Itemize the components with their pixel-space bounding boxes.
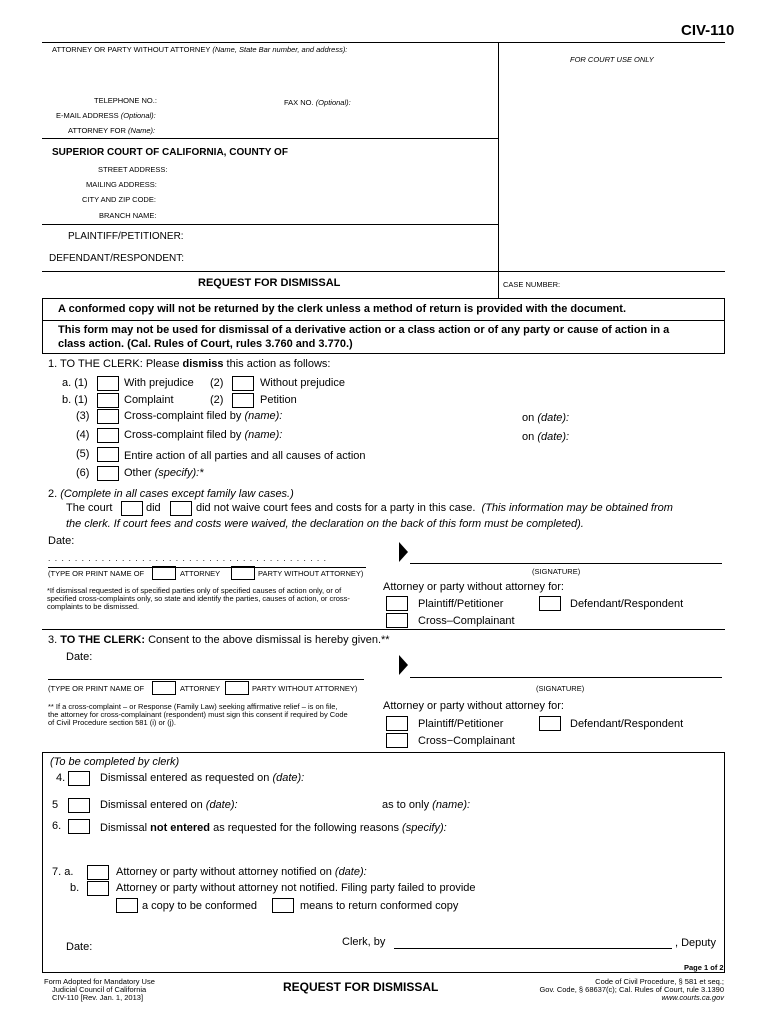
header-divider xyxy=(498,42,499,298)
item1-n3: (3) xyxy=(76,410,90,422)
court-use-label: FOR COURT USE ONLY xyxy=(570,55,654,64)
complaint-label: Complaint xyxy=(124,394,174,406)
item2-plaintiff-checkbox[interactable] xyxy=(386,596,408,611)
code-citation-2: Gov. Code, § 68637(c); Cal. Rules of Court, rule 3.1390 xyxy=(539,985,724,994)
item2-footnote: *If dismissal requested is of specified parties only of specified causes of action only, or of specified cross-complaints only, so state and identify the parties, causes of action, or cross-complaints to be dismissed. xyxy=(47,586,350,611)
form-title: REQUEST FOR DISMISSAL xyxy=(198,277,341,289)
did-not-checkbox[interactable] xyxy=(170,501,192,516)
item3-footnote: ** If a cross-complaint – or Response (Family Law) seeking affirmative relief – is on file, the attorney for cross-complainant (respondent) must sign this consent if required by Code of Civil Procedure section 581 (i) or (j). xyxy=(48,702,348,727)
city-label: CITY AND ZIP CODE: xyxy=(82,195,156,204)
form-id: CIV-110 xyxy=(681,22,735,39)
case-number-label: CASE NUMBER: xyxy=(503,280,561,289)
item1-a1: a. (1) xyxy=(62,377,88,389)
item3-plaintiff-label: Plaintiff/Petitioner xyxy=(418,718,504,730)
telephone-label: TELEPHONE NO.: xyxy=(94,96,157,105)
dismissal-entered-on-checkbox[interactable] xyxy=(68,798,90,813)
item2-name-line[interactable] xyxy=(48,567,366,568)
deputy-label: , Deputy xyxy=(675,937,716,949)
clerk-n5: 5 xyxy=(52,799,59,811)
fax-label: FAX NO. (Optional): xyxy=(284,98,351,107)
item3-party-checkbox[interactable] xyxy=(225,681,249,695)
did-checkbox[interactable] xyxy=(121,501,143,516)
item3-signature-label: (SIGNATURE) xyxy=(536,684,585,693)
item2-signature-label: (SIGNATURE) xyxy=(532,567,581,576)
petition-checkbox[interactable] xyxy=(232,393,254,408)
did-label: did xyxy=(146,502,161,514)
item2-attorney-label: ATTORNEY xyxy=(180,569,221,578)
the-court-label: The court xyxy=(66,502,113,514)
title-box-bottom xyxy=(42,298,725,299)
mailing-label: MAILING ADDRESS: xyxy=(86,180,157,189)
item3-heading: 3. TO THE CLERK: Consent to the above dismissal is hereby given.** xyxy=(48,634,390,646)
sign-arrow-icon-2 xyxy=(399,655,408,675)
item3-defendant-checkbox[interactable] xyxy=(539,716,561,731)
clerk-bottom-border xyxy=(42,972,725,973)
item3-type-name: (TYPE OR PRINT NAME OF xyxy=(48,684,145,693)
branch-label: BRANCH NAME: xyxy=(99,211,157,220)
copy-conformed-checkbox[interactable] xyxy=(116,898,138,913)
clerk-date-label: Date: xyxy=(66,941,93,953)
entire-action-label: Entire action of all parties and all causes of action xyxy=(124,450,366,462)
footer-title: REQUEST FOR DISMISSAL xyxy=(283,980,439,994)
plaintiff-label: PLAINTIFF/PETITIONER: xyxy=(68,231,184,242)
notice-divider xyxy=(42,320,725,321)
means-return-checkbox[interactable] xyxy=(272,898,294,913)
item2-plaintiff-label: Plaintiff/Petitioner xyxy=(418,598,504,610)
header-top-border xyxy=(42,42,725,43)
item2-defendant-checkbox[interactable] xyxy=(539,596,561,611)
clerk-n6: 6. xyxy=(52,820,62,832)
on-date-3-label: on (date): xyxy=(522,412,570,424)
item2-cross-label: Cross–Complainant xyxy=(418,615,515,627)
other-checkbox[interactable] xyxy=(97,466,119,481)
court-box-bottom xyxy=(42,224,498,225)
dismissal-entered-label: Dismissal entered as requested on (date): xyxy=(100,772,305,784)
clerk-n7a: 7. a. xyxy=(52,866,74,878)
item3-defendant-label: Defendant/Respondent xyxy=(570,718,684,730)
item3-cross-checkbox[interactable] xyxy=(386,733,408,748)
court-title: SUPERIOR COURT OF CALIFORNIA, COUNTY OF xyxy=(52,147,288,158)
notified-checkbox[interactable] xyxy=(87,865,109,880)
clerk-n4: 4. xyxy=(56,772,66,784)
item1-n4: (4) xyxy=(76,429,90,441)
item3-signature-line[interactable] xyxy=(410,677,722,678)
form-revision: CIV-110 [Rev. Jan. 1, 2013] xyxy=(52,993,144,1002)
item3-attorney-for: Attorney or party without attorney for: xyxy=(383,700,564,712)
page-number: Page 1 of 2 xyxy=(684,963,724,972)
item3-party-label: PARTY WITHOUT ATTORNEY) xyxy=(252,684,358,693)
dismissal-entered-on-label: Dismissal entered on (date): xyxy=(100,799,238,811)
did-not-label: did not waive court fees and costs for a party in this case. (This information may be obtained from xyxy=(196,502,673,514)
cross-complaint-3-checkbox[interactable] xyxy=(97,409,119,424)
cross-complaint-4-checkbox[interactable] xyxy=(97,428,119,443)
item2-bottom-border xyxy=(42,629,725,630)
item3-cross-label: Cross−Complainant xyxy=(418,735,515,747)
as-to-only-label: as to only (name): xyxy=(382,799,471,811)
petition-label: Petition xyxy=(260,394,297,406)
item1-a2: (2) xyxy=(210,377,224,389)
clerk-by-label: Clerk, by xyxy=(342,936,386,948)
item3-attorney-checkbox[interactable] xyxy=(152,681,176,695)
notice-left xyxy=(42,298,43,353)
item2-party-label: PARTY WITHOUT ATTORNEY) xyxy=(258,569,364,578)
item2-cross-checkbox[interactable] xyxy=(386,613,408,628)
email-label: E-MAIL ADDRESS (Optional): xyxy=(56,111,156,120)
notified-label: Attorney or party without attorney notified on (date): xyxy=(116,866,367,878)
item3-plaintiff-checkbox[interactable] xyxy=(386,716,408,731)
item1-b2: (2) xyxy=(210,394,224,406)
not-notified-checkbox[interactable] xyxy=(87,881,109,896)
complaint-checkbox[interactable] xyxy=(97,393,119,408)
means-return-label: means to return conformed copy xyxy=(300,900,459,912)
item2-party-checkbox[interactable] xyxy=(231,566,255,580)
attorney-for-label: ATTORNEY FOR (Name): xyxy=(68,126,156,135)
attorney-label: ATTORNEY OR PARTY WITHOUT ATTORNEY (Name, State Bar number, and address): xyxy=(52,45,348,54)
item2-signature-line[interactable] xyxy=(410,563,722,564)
judicial-council: Judicial Council of California xyxy=(52,985,147,994)
item1-n6: (6) xyxy=(76,467,90,479)
item3-name-line[interactable] xyxy=(48,679,364,680)
defendant-label: DEFENDANT/RESPONDENT: xyxy=(49,253,185,264)
clerk-header: (To be completed by clerk) xyxy=(50,756,180,768)
attorney-box-bottom xyxy=(42,138,498,139)
item2-type-name: (TYPE OR PRINT NAME OF xyxy=(48,569,145,578)
entire-action-checkbox[interactable] xyxy=(97,447,119,462)
derivative-notice-2: class action. (Cal. Rules of Court, rules 3.760 and 3.770.) xyxy=(58,338,353,350)
item1-heading: 1. TO THE CLERK: Please dismiss this action as follows: xyxy=(48,358,331,370)
info-continued: the clerk. If court fees and costs were waived, the declaration on the back of this form must be completed). xyxy=(66,518,584,530)
cross-complaint-3-label: Cross-complaint filed by (name): xyxy=(124,410,283,422)
without-prejudice-label: Without prejudice xyxy=(260,377,345,389)
copy-conformed-label: a copy to be conformed xyxy=(142,900,257,912)
with-prejudice-checkbox[interactable] xyxy=(97,376,119,391)
courts-url[interactable]: www.courts.ca.gov xyxy=(661,993,724,1002)
other-label: Other (specify):* xyxy=(124,467,204,479)
dismissal-entered-checkbox[interactable] xyxy=(68,771,90,786)
name-dots: . . . . . . . . . . . . . . . . . . . . . . . . . . . . . . . . . . . . . . . . . . xyxy=(48,553,328,563)
clerk-right-border xyxy=(724,752,725,972)
code-citation-1: Code of Civil Procedure, § 581 et seq.; xyxy=(595,977,724,986)
item1-b1: b. (1) xyxy=(62,394,88,406)
item2-heading: 2. (Complete in all cases except family law cases.) xyxy=(48,488,294,500)
conformed-notice: A conformed copy will not be returned by the clerk unless a method of return is provided with the document. xyxy=(58,303,626,315)
not-entered-label: Dismissal not entered as requested for the following reasons (specify): xyxy=(100,822,447,834)
clerk-n7b: b. xyxy=(70,882,80,894)
item3-date-label: Date: xyxy=(66,651,93,663)
derivative-notice-1: This form may not be used for dismissal of a derivative action or a class action or of any party or cause of action in a xyxy=(58,324,670,336)
on-date-4-label: on (date): xyxy=(522,431,570,443)
notice-right xyxy=(724,298,725,353)
not-notified-label: Attorney or party without attorney not notified. Filing party failed to provide xyxy=(116,882,476,894)
item2-attorney-checkbox[interactable] xyxy=(152,566,176,580)
clerk-top-border xyxy=(42,752,725,753)
item3-attorney-label: ATTORNEY xyxy=(180,684,221,693)
clerk-left-border xyxy=(42,752,43,972)
parties-box-bottom xyxy=(42,271,725,272)
with-prejudice-label: With prejudice xyxy=(124,377,194,389)
item2-attorney-for: Attorney or party without attorney for: xyxy=(383,581,564,593)
notice-bottom xyxy=(42,353,725,354)
not-entered-checkbox[interactable] xyxy=(68,819,90,834)
item2-date-label: Date: xyxy=(48,535,75,547)
item2-defendant-label: Defendant/Respondent xyxy=(570,598,684,610)
clerk-signature-line[interactable] xyxy=(394,948,672,949)
form-adopted: Form Adopted for Mandatory Use xyxy=(44,977,155,986)
without-prejudice-checkbox[interactable] xyxy=(232,376,254,391)
sign-arrow-icon xyxy=(399,542,408,562)
cross-complaint-4-label: Cross-complaint filed by (name): xyxy=(124,429,283,441)
street-label: STREET ADDRESS: xyxy=(98,165,168,174)
item1-n5: (5) xyxy=(76,448,90,460)
